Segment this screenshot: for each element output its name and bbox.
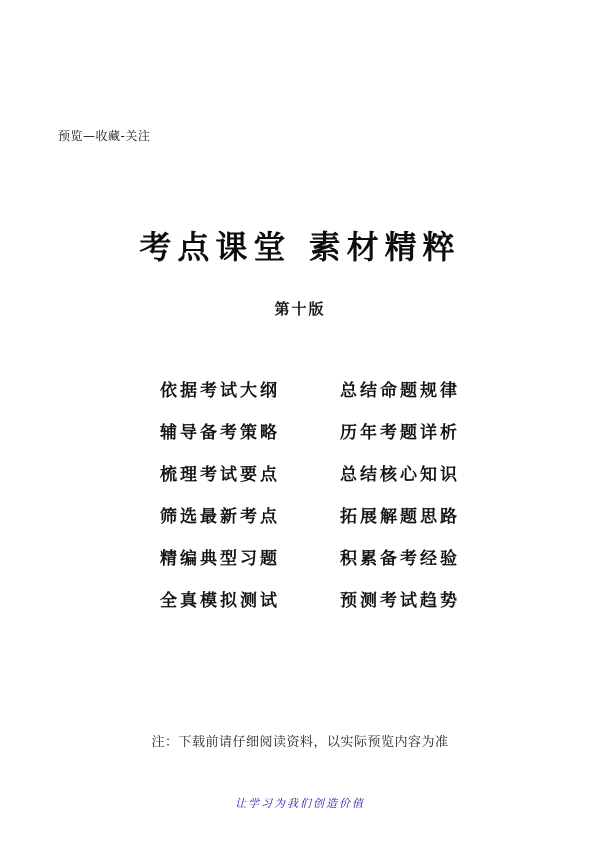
feature-right: 积累备考经验 — [340, 548, 460, 569]
page-title: 考点课堂 素材精粹 — [139, 228, 461, 266]
feature-row — [160, 577, 460, 619]
feature-row — [160, 409, 460, 451]
feature-right: 拓展解题思路 — [340, 506, 460, 527]
feature-right: 总结命题规律 — [340, 380, 460, 401]
feature-row — [160, 367, 460, 409]
slogan: 让学习为我们创造价值 — [235, 797, 365, 810]
feature-left: 筛选最新考点 — [160, 506, 280, 527]
feature-left: 辅导备考策略 — [160, 422, 280, 443]
feature-row — [160, 535, 460, 577]
feature-list — [160, 367, 460, 619]
feature-right: 历年考题详析 — [340, 422, 460, 443]
header-note: 预览—收藏-关注 — [58, 129, 151, 143]
feature-row — [160, 451, 460, 493]
feature-left: 精编典型习题 — [160, 548, 280, 569]
edition-label: 第十版 — [274, 300, 326, 318]
feature-left: 全真模拟测试 — [160, 590, 280, 611]
feature-left: 依据考试大纲 — [160, 380, 280, 401]
feature-left: 梳理考试要点 — [160, 464, 280, 485]
feature-right: 总结核心知识 — [340, 464, 460, 485]
feature-row — [160, 493, 460, 535]
feature-right: 预测考试趋势 — [340, 590, 460, 611]
download-notice: 注：下载前请仔细阅读资料，以实际预览内容为准 — [151, 735, 449, 750]
